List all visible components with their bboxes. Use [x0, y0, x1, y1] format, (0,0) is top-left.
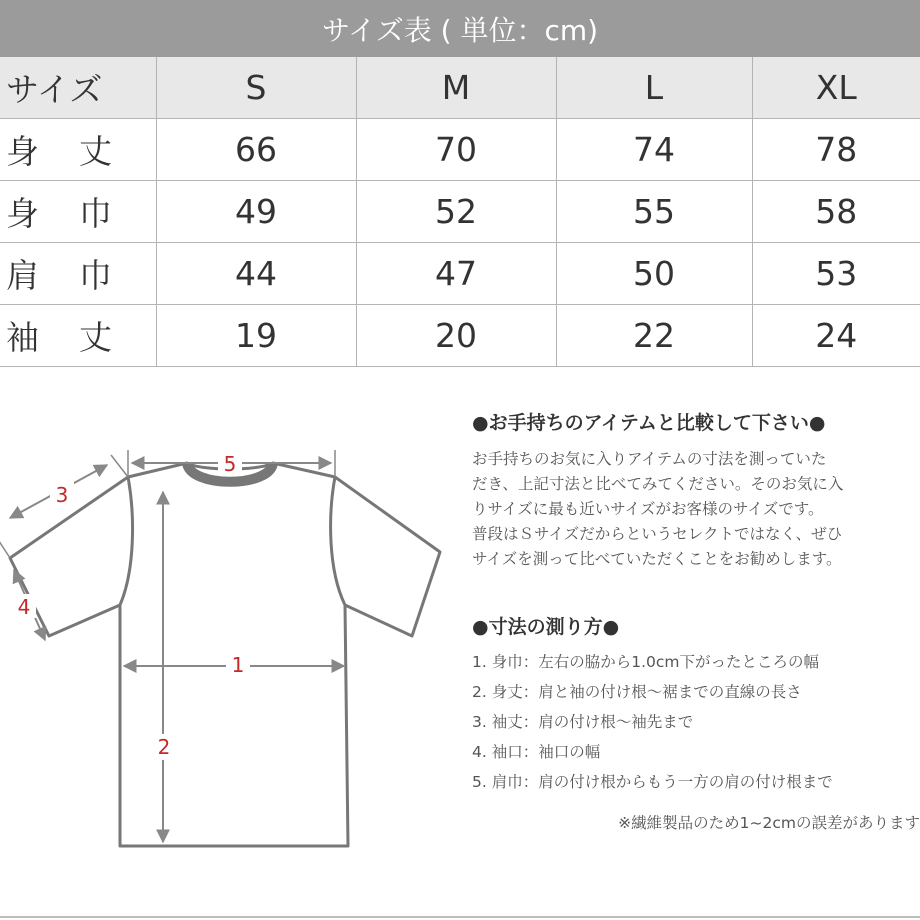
table-cell: 52	[356, 181, 556, 243]
paragraph-line: サイズを測って比べていただくことをお勧めします。	[472, 550, 842, 568]
table-cell: 22	[556, 305, 752, 367]
paragraph-line: お手持ちのお気に入りアイテムの寸法を測っていた	[472, 450, 827, 468]
table-cell: 66	[156, 119, 356, 181]
list-item: 4. 袖口：袖口の幅	[472, 743, 601, 761]
row-label: 肩巾	[0, 243, 156, 305]
header-size-s: S	[156, 57, 356, 119]
table-cell: 44	[156, 243, 356, 305]
tshirt-outline	[10, 463, 440, 846]
table-cell: 55	[556, 181, 752, 243]
paragraph-line: りサイズに最も近いサイズがお客様のサイズです。	[472, 500, 824, 518]
measure-steps-list	[472, 647, 920, 797]
compare-heading: ●お手持ちのアイテムと比較して下さい●	[472, 412, 826, 434]
header-size-xl: XL	[752, 57, 920, 119]
table-cell: 24	[752, 305, 920, 367]
tolerance-note: ※繊維製品のため1~2cmの誤差があります	[618, 814, 920, 832]
row-label: 身巾	[0, 181, 156, 243]
paragraph-line: 普段はＳサイズだからというセレクトではなく、ぜひ	[472, 525, 843, 543]
header-size-l: L	[556, 57, 752, 119]
info-panel	[472, 408, 920, 833]
table-cell: 50	[556, 243, 752, 305]
bottom-divider	[0, 916, 920, 918]
list-item: 5. 肩巾：肩の付け根からもう一方の肩の付け根まで	[472, 773, 833, 791]
header-size-m: M	[356, 57, 556, 119]
row-label: 身丈	[0, 119, 156, 181]
measure-number-1: 1	[231, 653, 245, 677]
table-row	[0, 243, 920, 305]
measure-number-4: 4	[17, 595, 31, 619]
measure-number-3: 3	[55, 483, 69, 507]
table-row	[0, 119, 920, 181]
measure-number-5: 5	[223, 452, 237, 476]
paragraph-line: だき、上記寸法と比べてみてください。そのお気に入	[472, 475, 844, 493]
table-cell: 74	[556, 119, 752, 181]
table-cell: 53	[752, 243, 920, 305]
row-label: 袖丈	[0, 305, 156, 367]
tshirt-measurement-diagram	[0, 430, 460, 870]
compare-paragraph	[472, 447, 920, 572]
list-item: 3. 袖丈：肩の付け根～袖先まで	[472, 713, 694, 731]
measure-method-heading: ●寸法の測り方●	[472, 616, 620, 638]
header-size-label: サイズ	[0, 57, 156, 119]
table-row	[0, 305, 920, 367]
table-cell: 49	[156, 181, 356, 243]
table-cell: 78	[752, 119, 920, 181]
list-item: 1. 身巾：左右の脇から1.0cm下がったところの幅	[472, 653, 819, 671]
table-cell: 19	[156, 305, 356, 367]
table-row	[0, 181, 920, 243]
size-chart-title: サイズ表 ( 単位：cm)	[0, 0, 920, 57]
list-item: 2. 身丈：肩と袖の付け根～裾までの直線の長さ	[472, 683, 802, 701]
table-cell: 47	[356, 243, 556, 305]
table-cell: 58	[752, 181, 920, 243]
table-cell: 20	[356, 305, 556, 367]
table-header-row	[0, 57, 920, 119]
size-table	[0, 57, 920, 367]
measure-number-2: 2	[157, 735, 171, 759]
table-cell: 70	[356, 119, 556, 181]
